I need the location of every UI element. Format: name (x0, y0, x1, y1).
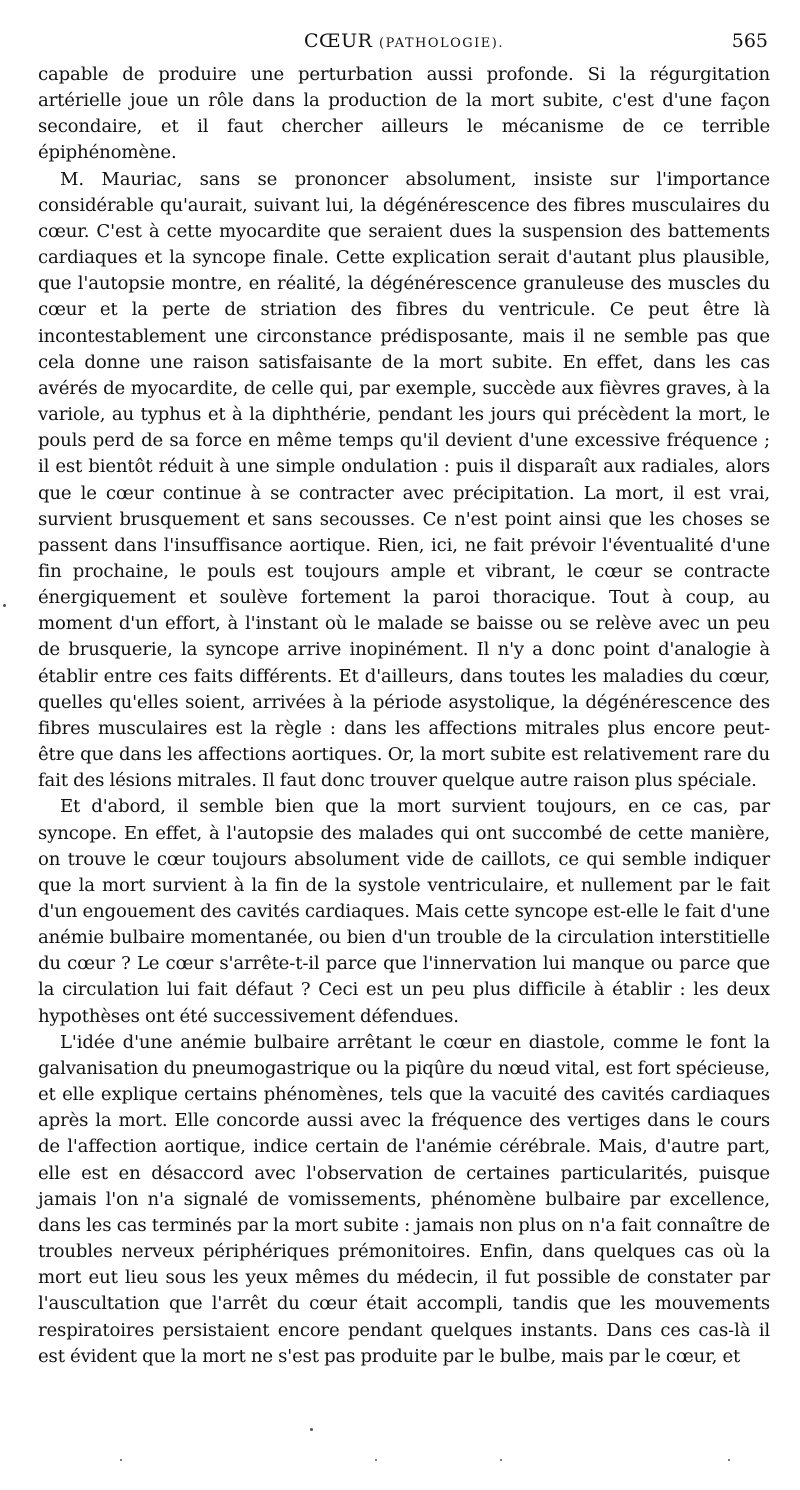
running-head (38, 30, 770, 52)
margin-speck (3, 604, 6, 607)
scan-speck (120, 1459, 122, 1461)
scan-speck (500, 1459, 502, 1461)
page-header (38, 0, 770, 62)
paragraph-3: Et d'abord, il semble bien que la mort survient toujours, en ce cas, par syncope. En effet, à l'autopsie des malades qui ont succombé de cette manière, on trouve le cœur toujours absolument vide de caillots, ce qui semble indiquer que la mort survient à la fin de la systole ventriculaire, et nullement par le fait d'un engouement des cavités cardiaques. Mais cette syncope est-elle le fait d'une anémie bulbaire momentanée, ou bien d'un trouble de la circulation interstitielle du cœur ? Le cœur s'arrête-t-il parce que l'innervation lui manque ou parce que la circulation lui fait défaut ? Ceci est un peu plus difficile à établir : les deux hypothèses ont été successivement défendues. (38, 796, 770, 1027)
page-number: 565 (731, 30, 768, 52)
running-head-subtitle: (PATHOLOGIE). (379, 36, 504, 51)
scan-speck (375, 1459, 377, 1461)
body-text (38, 62, 770, 1370)
paragraph-4: L'idée d'une anémie bulbaire arrêtant le cœur en diastole, comme le font la galvanisation du pneumogastrique ou la piqûre du nœud vital, est fort spécieuse, et elle explique certains phénomènes, tels que la vacuité des cavités cardiaques après la mort. Elle concorde aussi avec la fréquence des vertiges dans le cours de l'affection aortique, indice certain de l'anémie cérébrale. Mais, d'autre part, elle est en désaccord avec l'observation de certaines particularités, puisque jamais l'on n'a signalé de vomissements, phénomène bulbaire par excellence, dans les cas terminés par la mort subite : jamais non plus on n'a fait connaître de troubles nerveux périphériques prémonitoires. Enfin, dans quelques cas où la mort eut lieu sous les yeux mêmes du médecin, il fut possible de constater par l'auscultation que l'arrêt du cœur était accompli, tandis que les mouvements respiratoires persistaient encore pendant quelques instants. Dans ces cas-là il est évident que la mort ne s'est pas produite par le bulbe, mais par le cœur, et (38, 1031, 770, 1367)
running-head-title: CŒUR (304, 30, 373, 52)
paragraph-1: capable de produire une perturbation aussi profonde. Si la régurgitation artérielle joue un rôle dans la production de la mort subite, c'est d'une façon secondaire, et il faut chercher ailleurs le mécanisme de ce terrible épiphénomène. (38, 64, 770, 164)
page (38, 0, 770, 1370)
scan-speck (728, 1459, 730, 1461)
scan-speck (310, 1428, 313, 1431)
paragraph-2: M. Mauriac, sans se prononcer absolument, insiste sur l'importance considérable qu'aurait, suivant lui, la dégénérescence des fibres musculaires du cœur. C'est à cette myocardite que seraient dues la suspension des battements cardiaques et la syncope finale. Cette explication serait d'autant plus plausible, que l'autopsie montre, en réalité, la dégénérescence granuleuse des muscles du cœur et la perte de striation des fibres du ventricule. Ce peut être là incontestablement une circonstance prédisposante, mais il ne semble pas que cela donne une raison satisfaisante de la mort subite. En effet, dans les cas avérés de myocardite, de celle qui, par exemple, succède aux fièvres graves, à la variole, au typhus et à la diphthérie, pendant les jours qui précèdent la mort, le pouls perd de sa force en même temps qu'il devient d'une excessive fréquence ; il est bientôt réduit à une simple ondulation : puis il disparaît aux radiales, alors que le cœur continue à se contracter avec précipitation. La mort, il est vrai, survient brusquement et sans secousses. Ce n'est point ainsi que les choses se passent dans l'insuffisance aortique. Rien, ici, ne fait prévoir l'éventualité d'une fin prochaine, le pouls est toujours ample et vibrant, le cœur se contracte énergiquement et soulève fortement la paroi thoracique. Tout à coup, au moment d'un effort, à l'instant où le malade se baisse ou se relève avec un peu de brusquerie, la syncope arrive inopinément. Il n'y a donc point d'analogie à établir entre ces faits différents. Et d'ailleurs, dans toutes les maladies du cœur, quelles qu'elles soient, arrivées à la période asystolique, la dégénérescence des fibres musculaires est la règle : dans les affections mitrales plus encore peut-être que dans les affections aortiques. Or, la mort subite est relativement rare du fait des lésions mitrales. Il faut donc trouver quelque autre raison plus spéciale. (38, 168, 770, 792)
